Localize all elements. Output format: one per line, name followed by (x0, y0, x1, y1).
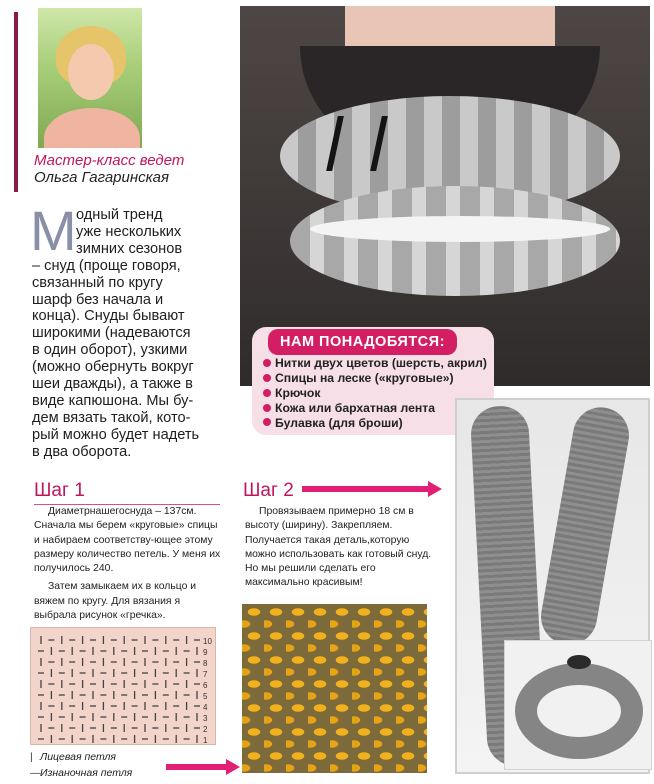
legend-purl (30, 765, 132, 781)
step2-paragraph: Провязываем примерно 18 см в высоту (ширину). Закрепляем. Получается такая деталь,которую можно использовать как готовый снуд. Но мы решили сделать его максимально красивым! (245, 506, 432, 589)
stitch-closeup-photo (242, 603, 427, 773)
knitting-chart (30, 627, 216, 745)
right-arrow-icon (166, 764, 228, 770)
legend-knit (30, 749, 132, 765)
materials-title: НАМ ПОНАДОБЯТСЯ: (268, 329, 457, 355)
material-label: Спицы на леске («круговые») (275, 370, 454, 385)
chart-row-number: 9 (203, 648, 208, 657)
step1-text (34, 505, 222, 623)
step1-title: Шаг 1 (34, 480, 85, 501)
dropcap: М (30, 199, 77, 262)
knit-symbol: | (30, 751, 33, 763)
pink-dot-icon (263, 418, 271, 426)
material-label: Нитки двух цветов (шерсть, акрил) (275, 356, 487, 370)
chart-row-number: 10 (203, 637, 212, 646)
intro-line: в один оборот), узкими (32, 342, 188, 359)
intro-line: широкими (надеваются (32, 325, 191, 342)
author-name: Ольга Гагаринская (34, 169, 170, 187)
intro-line: в два оборота. (32, 443, 132, 460)
intro-line: зимних сезонов (76, 240, 183, 257)
intro-line: виде капюшона. Мы бу- (32, 392, 194, 409)
knit-label: Лицевая петля (40, 751, 117, 763)
list-item (263, 371, 493, 386)
intro-line: дем вязать такой, кото- (32, 409, 191, 426)
intro-text (32, 207, 228, 461)
step1-paragraph: Затем замыкаем их в кольцо и вяжем по кругу. Для вязания я выбрала рисунок «гречка». (34, 581, 197, 622)
chart-row-number: 4 (203, 703, 208, 712)
chart-row-number: 2 (203, 725, 208, 734)
author-accent-bar (14, 12, 18, 192)
intro-line: – снуд (проще говоря, (32, 257, 181, 274)
intro-line: одный тренд (76, 207, 163, 223)
list-item (263, 356, 493, 371)
step2-text (245, 505, 441, 591)
chart-row-number: 3 (203, 714, 208, 723)
intro-line: связанный по кругу (32, 274, 163, 291)
pink-dot-icon (263, 359, 271, 367)
pink-dot-icon (263, 389, 271, 397)
material-label: Кожа или бархатная лента (275, 400, 436, 415)
intro-line: рый можно будет надеть (32, 426, 200, 443)
pink-dot-icon (263, 404, 271, 412)
chart-row-number: 8 (203, 659, 208, 668)
round-snood-photo (504, 640, 652, 770)
chart-row-number: 1 (203, 736, 208, 744)
intro-line: шарф без начала и (32, 291, 164, 308)
step1-paragraph: Диаметрнашегоснуда – 137см. Сначала мы берем «круговые» спицы и набираем соответству-ющее этому размеру количество петель. У меня их получилось 240. (34, 506, 221, 575)
knitting-chart-grid (31, 628, 215, 744)
author-lead: Мастер-класс ведет (34, 152, 185, 169)
author-photo (38, 8, 142, 148)
intro-line: (можно обернуть вокруг (32, 359, 194, 376)
intro-line: шеи дважды), а также в (32, 376, 193, 393)
chart-row-number: 5 (203, 692, 208, 701)
purl-label: Изнаночная петля (40, 767, 133, 779)
pink-dot-icon (263, 374, 271, 382)
purl-symbol: — (30, 767, 41, 779)
material-label: Булавка (для броши) (275, 415, 403, 430)
author-caption (34, 152, 214, 187)
chart-row-number: 7 (203, 670, 208, 679)
intro-line: конца). Снуды бывают (32, 308, 185, 325)
right-arrow-icon (302, 486, 430, 492)
intro-line: уже нескольких (76, 223, 182, 240)
chart-row-number: 6 (203, 681, 208, 690)
step2-title: Шаг 2 (243, 480, 294, 501)
material-label: Крючок (275, 385, 321, 400)
chart-legend (30, 749, 132, 781)
